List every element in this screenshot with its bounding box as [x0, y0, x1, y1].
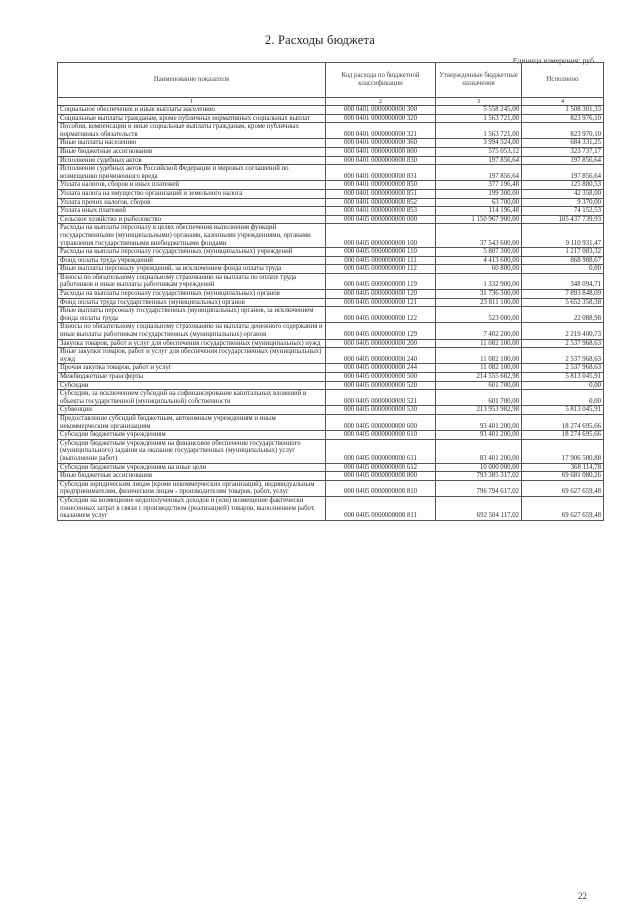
row-executed: 18 274 695,66	[522, 414, 604, 430]
row-approved: 523 000,00	[436, 307, 522, 323]
row-approved: 31 736 300,00	[436, 290, 522, 299]
row-code: 000 0405 0000000000 612	[326, 463, 436, 472]
row-code: 000 0405 0000000000 500	[326, 373, 436, 382]
row-executed: 125 880,53	[522, 181, 604, 190]
table-row	[58, 207, 604, 216]
table-row	[58, 215, 604, 224]
row-code: 000 0401 0000000000 830	[326, 156, 436, 165]
row-approved: 793 385 317,02	[436, 472, 522, 481]
units-label: Единица измерения: руб.	[512, 56, 596, 65]
row-approved: 1 332 900,00	[436, 273, 522, 289]
row-approved: 93 401 200,00	[436, 431, 522, 440]
row-name: Сельское хозяйство и рыболовство	[58, 215, 326, 224]
row-approved: 63 700,00	[436, 198, 522, 207]
table-row	[58, 439, 604, 463]
table-row	[58, 189, 604, 198]
row-approved: 197 856,64	[436, 156, 522, 165]
row-name: Иные закупки товаров, работ и услуг для обеспечения государственных (муниципальных) нужд	[58, 348, 326, 364]
row-code: 000 0405 0000000000 521	[326, 390, 436, 406]
table-row	[58, 248, 604, 257]
row-executed: 9 110 931,47	[522, 224, 604, 248]
row-code: 000 0405 0000000000 120	[326, 290, 436, 299]
table-row	[58, 414, 604, 430]
row-name: Иные выплаты персоналу учреждений, за исключением фонда оплаты труда	[58, 265, 326, 274]
table-row	[58, 256, 604, 265]
row-code: 000 0405 0000000000 129	[326, 323, 436, 339]
row-approved: 23 811 100,00	[436, 298, 522, 307]
table-row	[58, 496, 604, 520]
row-approved: 11 082 100,00	[436, 348, 522, 364]
row-name: Субсидии на возмещение недополученных доходов и (или) возмещение фактически понесенных затрат в связи с производством (реализацией) товаров, выполнением работ, оказанием услуг	[58, 496, 326, 520]
row-executed: 18 274 695,66	[522, 431, 604, 440]
column-number: 4	[522, 98, 604, 106]
row-code: 000 0401 0000000000 800	[326, 147, 436, 156]
row-code: 000 0405 0000000000 611	[326, 439, 436, 463]
column-number: 1	[58, 98, 326, 106]
column-number: 3	[436, 98, 522, 106]
table-row	[58, 381, 604, 390]
row-name: Предоставление субсидий бюджетным, автономным учреждениям и иным некоммерческим организациям	[58, 414, 326, 430]
row-code: 000 0401 0000000000 851	[326, 189, 436, 198]
page-title: 2. Расходы бюджета	[264, 33, 376, 47]
row-executed: 7 893 848,09	[522, 290, 604, 299]
table-row	[58, 373, 604, 382]
row-approved: 7 402 200,00	[436, 323, 522, 339]
expenses-table-wrapper	[57, 62, 603, 521]
row-code: 000 0405 0000000000 244	[326, 364, 436, 373]
row-executed: 1 508 301,33	[522, 106, 604, 115]
row-name: Исполнение судебных актов Российской Федерации и мировых соглашений по возмещению причиненного вреда	[58, 165, 326, 181]
row-name: Субсидии юридическим лицам (кроме некоммерческих организаций), индивидуальным предпринимателям, физическим лицам - производителям товаров, работ, услуг	[58, 480, 326, 496]
row-name: Фонд оплаты труда государственных (муниципальных) органов	[58, 298, 326, 307]
row-name: Субсидии бюджетным учреждениям на иные цели	[58, 463, 326, 472]
row-approved: 213 953 982,98	[436, 406, 522, 415]
row-executed: 105 437 739,93	[522, 215, 604, 224]
row-executed: 69 627 659,48	[522, 480, 604, 496]
row-executed: 348 094,71	[522, 273, 604, 289]
row-approved: 5 807 300,00	[436, 248, 522, 257]
row-code: 000 0405 0000000000 240	[326, 348, 436, 364]
row-code: 000 0405 0000000000 530	[326, 406, 436, 415]
row-code: 000 0405 0000000000 119	[326, 273, 436, 289]
column-number: 2	[326, 98, 436, 106]
row-code: 000 0405 0000000000 121	[326, 298, 436, 307]
table-row	[58, 472, 604, 481]
row-code: 000 0401 0000000000 831	[326, 165, 436, 181]
row-executed: 368 114,78	[522, 463, 604, 472]
row-code: 000 0405 0000000000 111	[326, 256, 436, 265]
table-row	[58, 139, 604, 148]
row-approved: 10 000 000,00	[436, 463, 522, 472]
row-name: Субсидии	[58, 381, 326, 390]
row-executed: 2 537 968,63	[522, 364, 604, 373]
row-approved: 199 300,00	[436, 189, 522, 198]
row-name: Иные выплаты населению	[58, 139, 326, 148]
row-name: Субсидии, за исключением субсидий на софинансирование капитальных вложений в объекты государственной (муниципальной) собственности	[58, 390, 326, 406]
row-approved: 377 196,48	[436, 181, 522, 190]
table-row	[58, 224, 604, 248]
row-code: 000 0405 0000000000 000	[326, 215, 436, 224]
row-approved: 4 413 600,00	[436, 256, 522, 265]
row-executed: 9 370,00	[522, 198, 604, 207]
row-executed: 0,00	[522, 381, 604, 390]
row-approved: 93 401 200,00	[436, 414, 522, 430]
table-row	[58, 348, 604, 364]
table-row	[58, 198, 604, 207]
row-name: Исполнение судебных актов	[58, 156, 326, 165]
row-executed: 2 219 400,73	[522, 323, 604, 339]
row-code: 000 0401 0000000000 321	[326, 123, 436, 139]
header-approved: Утвержденные бюджетные назначения	[436, 63, 522, 98]
row-code: 000 0405 0000000000 600	[326, 414, 436, 430]
row-approved: 214 555 682,98	[436, 373, 522, 382]
header-name: Наименование показателя	[58, 63, 326, 98]
row-executed: 5 813 045,91	[522, 373, 604, 382]
row-executed: 22 088,98	[522, 307, 604, 323]
row-name: Уплата налога на имущество организаций и земельного налога	[58, 189, 326, 198]
row-approved: 37 543 600,00	[436, 224, 522, 248]
row-code: 000 0405 0000000000 110	[326, 248, 436, 257]
row-approved: 11 082 100,00	[436, 339, 522, 348]
table-row	[58, 181, 604, 190]
row-name: Уплата прочих налогов, сборов	[58, 198, 326, 207]
row-approved: 11 082 100,00	[436, 364, 522, 373]
row-approved: 601 700,00	[436, 390, 522, 406]
row-code: 000 0401 0000000000 360	[326, 139, 436, 148]
table-row	[58, 123, 604, 139]
row-code: 000 0401 0000000000 300	[326, 106, 436, 115]
row-approved: 114 196,48	[436, 207, 522, 216]
row-executed: 69 627 659,48	[522, 496, 604, 520]
row-executed: 69 681 080,26	[522, 472, 604, 481]
table-row	[58, 431, 604, 440]
row-name: Расходы на выплаты персоналу в целях обеспечения выполнения функций государственными (муниципальными) органами, казенными учреждениями, органами управления государственными внебюджетными фондами	[58, 224, 326, 248]
row-approved: 601 700,00	[436, 381, 522, 390]
row-approved: 197 856,64	[436, 165, 522, 181]
table-row	[58, 265, 604, 274]
page-number: 22	[578, 891, 587, 901]
row-code: 000 0405 0000000000 811	[326, 496, 436, 520]
row-code: 000 0401 0000000000 852	[326, 198, 436, 207]
table-row	[58, 114, 604, 123]
row-name: Уплата налогов, сборов и иных платежей	[58, 181, 326, 190]
row-name: Расходы на выплаты персоналу государственных (муниципальных) учреждений	[58, 248, 326, 257]
row-executed: 42 358,00	[522, 189, 604, 198]
row-name: Субвенции	[58, 406, 326, 415]
row-code: 000 0405 0000000000 800	[326, 472, 436, 481]
row-executed: 17 906 580,88	[522, 439, 604, 463]
table-header-row	[58, 63, 604, 98]
row-name: Социальные выплаты гражданам, кроме публичных нормативных социальных выплат	[58, 114, 326, 123]
row-name: Иные бюджетные ассигнования	[58, 472, 326, 481]
column-number-row	[58, 98, 604, 106]
row-name: Взносы по обязательному социальному страхованию на выплаты по оплате труда работников и иные выплаты работникам учреждений	[58, 273, 326, 289]
row-approved: 3 994 524,00	[436, 139, 522, 148]
row-code: 000 0401 0000000000 853	[326, 207, 436, 216]
row-approved: 60 800,00	[436, 265, 522, 274]
row-code: 000 0401 0000000000 320	[326, 114, 436, 123]
row-executed: 197 856,64	[522, 156, 604, 165]
row-code: 000 0405 0000000000 810	[326, 480, 436, 496]
row-approved: 575 053,12	[436, 147, 522, 156]
row-code: 000 0405 0000000000 122	[326, 307, 436, 323]
row-executed: 684 331,25	[522, 139, 604, 148]
row-approved: 5 558 245,00	[436, 106, 522, 115]
row-code: 000 0405 0000000000 112	[326, 265, 436, 274]
table-row	[58, 156, 604, 165]
table-row	[58, 307, 604, 323]
table-row	[58, 106, 604, 115]
table-row	[58, 364, 604, 373]
row-name: Фонд оплаты труда учреждений	[58, 256, 326, 265]
table-row	[58, 273, 604, 289]
row-executed: 0,00	[522, 265, 604, 274]
row-name: Межбюджетные трансферты	[58, 373, 326, 382]
row-executed: 74 152,53	[522, 207, 604, 216]
table-row	[58, 390, 604, 406]
row-name: Иные бюджетные ассигнования	[58, 147, 326, 156]
row-executed: 868 988,67	[522, 256, 604, 265]
row-approved: 692 504 117,02	[436, 496, 522, 520]
row-executed: 2 537 968,63	[522, 348, 604, 364]
row-approved: 1 563 721,00	[436, 123, 522, 139]
row-executed: 1 217 083,32	[522, 248, 604, 257]
expenses-table	[57, 62, 604, 521]
row-name: Расходы на выплаты персоналу государственных (муниципальных) органов	[58, 290, 326, 299]
row-name: Иные выплаты персоналу государственных (муниципальных) органов, за исключением фонда оплаты труда	[58, 307, 326, 323]
row-name: Субсидии бюджетным учреждениям	[58, 431, 326, 440]
table-row	[58, 165, 604, 181]
row-code: 000 0405 0000000000 200	[326, 339, 436, 348]
row-code: 000 0401 0000000000 850	[326, 181, 436, 190]
row-name: Взносы по обязательному социальному страхованию на выплаты денежного содержания и иные выплаты работникам государственных (муниципальных) органов	[58, 323, 326, 339]
row-executed: 323 737,17	[522, 147, 604, 156]
row-executed: 5 813 045,91	[522, 406, 604, 415]
row-code: 000 0405 0000000000 520	[326, 381, 436, 390]
row-name: Пособия, компенсации и иные социальные выплаты гражданам, кроме публичных нормативных обязательств	[58, 123, 326, 139]
row-executed: 2 537 968,63	[522, 339, 604, 348]
row-name: Субсидии бюджетным учреждениям на финансовое обеспечение государственного (муниципального) задания на оказание государственных (муниципальных) услуг (выполнение работ)	[58, 439, 326, 463]
row-executed: 0,00	[522, 390, 604, 406]
row-executed: 823 976,10	[522, 114, 604, 123]
row-executed: 197 856,64	[522, 165, 604, 181]
table-body	[58, 106, 604, 521]
table-row	[58, 323, 604, 339]
row-code: 000 0405 0000000000 100	[326, 224, 436, 248]
row-code: 000 0405 0000000000 610	[326, 431, 436, 440]
table-row	[58, 480, 604, 496]
table-row	[58, 290, 604, 299]
table-row	[58, 406, 604, 415]
table-row	[58, 298, 604, 307]
row-name: Прочая закупка товаров, работ и услуг	[58, 364, 326, 373]
header-executed: Исполнено	[522, 63, 604, 98]
table-row	[58, 339, 604, 348]
row-executed: 823 970,10	[522, 123, 604, 139]
row-approved: 83 401 200,00	[436, 439, 522, 463]
table-row	[58, 463, 604, 472]
row-approved: 1 150 967 900,00	[436, 215, 522, 224]
header-code: Код расхода по бюджетной классификации	[326, 63, 436, 98]
row-approved: 1 563 721,00	[436, 114, 522, 123]
row-executed: 5 652 358,38	[522, 298, 604, 307]
row-name: Закупка товаров, работ и услуг для обеспечения государственных (муниципальных) нужд	[58, 339, 326, 348]
row-name: Социальное обеспечение и иные выплаты населению	[58, 106, 326, 115]
table-row	[58, 147, 604, 156]
row-name: Уплата иных платежей	[58, 207, 326, 216]
row-approved: 796 794 617,02	[436, 480, 522, 496]
